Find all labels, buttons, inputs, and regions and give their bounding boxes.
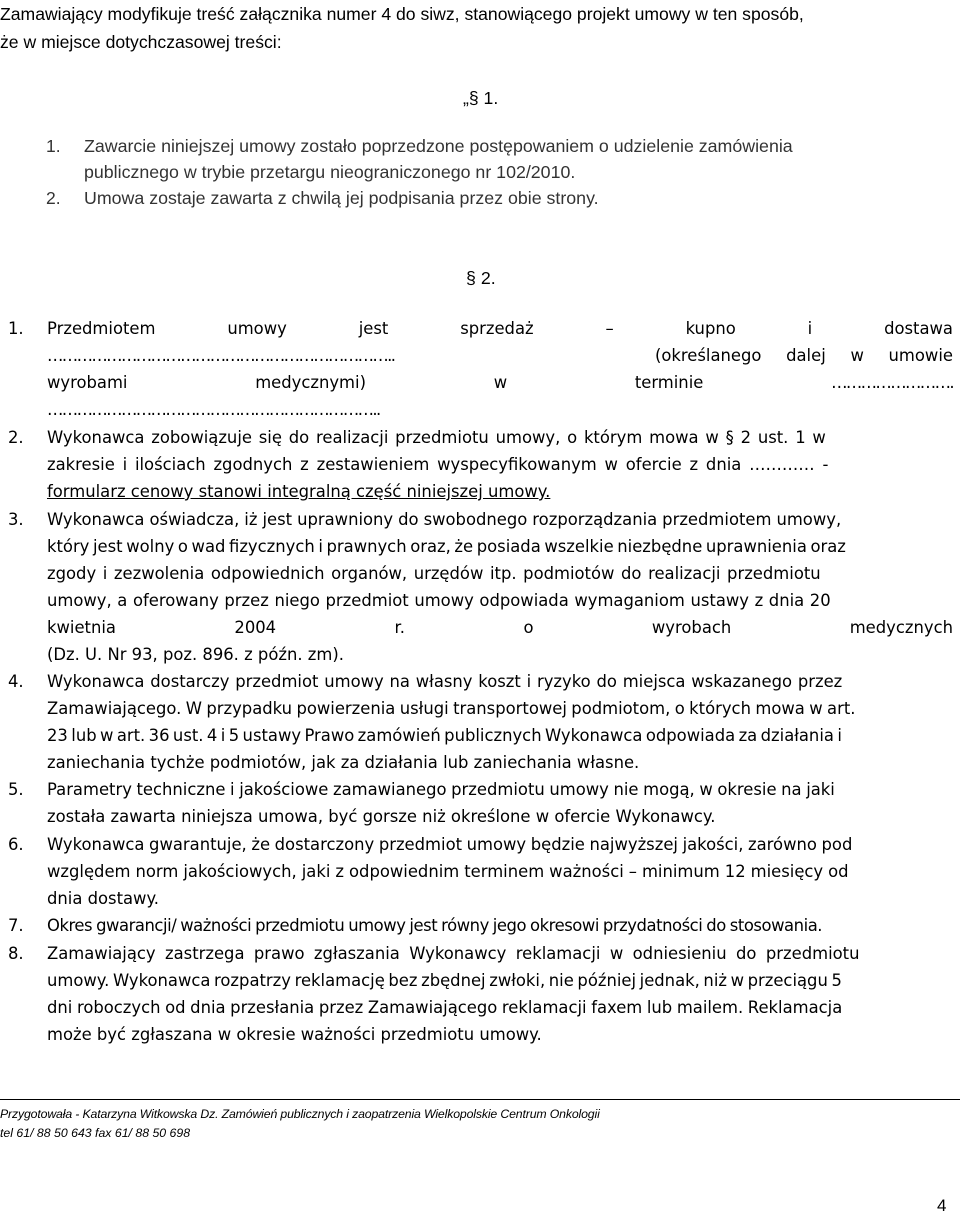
word: w bbox=[493, 373, 508, 392]
dots-placeholder: ……………………. bbox=[831, 373, 953, 392]
s2-item-2-line-3 bbox=[47, 478, 550, 505]
word: dostawa bbox=[884, 319, 953, 338]
s2-item-8-line-3: dni roboczych od dnia przesłania przez Zamawiającego reklamacji faxem lub mailem. Reklamacja bbox=[47, 998, 843, 1017]
word: wyrobach bbox=[651, 618, 732, 637]
s2-item-8-line-1: Zamawiający zastrzega prawo zgłaszania Wykonawcy reklamacji w odniesieniu do przedmiotu bbox=[47, 944, 860, 963]
word: medycznych bbox=[849, 618, 953, 637]
word: jest bbox=[358, 319, 389, 338]
s2-item-1-line-4: ………………………………………………………….. bbox=[47, 400, 380, 419]
s2-item-7-number: 7. bbox=[8, 916, 24, 935]
section-2-heading: § 2. bbox=[466, 268, 496, 288]
s2-item-7-line-1: Okres gwarancji/ ważności przedmiotu umowy jest równy jego okresowi przydatności do stosowania. bbox=[47, 916, 823, 935]
s2-item-1-number: 1. bbox=[8, 319, 24, 338]
word: r. bbox=[394, 618, 405, 637]
s2-item-2-number: 2. bbox=[8, 428, 24, 447]
word: kupno bbox=[685, 319, 736, 338]
s2-item-4-number: 4. bbox=[8, 672, 24, 691]
s2-item-3-line-2: który jest wolny o wad fizycznych i prawnych oraz, że posiada wszelkie niezbędne uprawnienia oraz bbox=[47, 537, 846, 556]
word: medycznymi) bbox=[255, 373, 366, 392]
footer-line-2: tel 61/ 88 50 643 fax 61/ 88 50 698 bbox=[0, 1126, 191, 1140]
s1-item-1-line-2: publicznego w trybie przetargu nieograniczonego nr 102/2010. bbox=[84, 162, 576, 182]
s2-item-4-line-2: Zamawiającego. W przypadku powierzenia usługi transportowej podmiotom, o których mowa w art. bbox=[47, 699, 856, 718]
underlined-text: formularz cenowy stanowi bbox=[47, 482, 268, 501]
s2-item-8-number: 8. bbox=[8, 944, 24, 963]
s2-item-2-line-2: zakresie i ilościach zgodnych z zestawieniem wyspecyfikowanym w ofercie z dnia ………… - bbox=[47, 455, 829, 474]
word: umowy bbox=[227, 319, 287, 338]
s2-item-6-line-1: Wykonawca gwarantuje, że dostarczony przedmiot umowy będzie najwyższej jakości, zarówno pod bbox=[47, 835, 853, 854]
dots-placeholder: …………………………………………………………….. bbox=[47, 346, 395, 365]
s2-item-3-line-1: Wykonawca oświadcza, iż jest uprawniony do swobodnego rozporządzania przedmiotem umowy, bbox=[47, 510, 842, 529]
s2-item-1-line-1 bbox=[47, 315, 953, 342]
word: i bbox=[807, 319, 813, 338]
s2-item-5-line-2: została zawarta niniejsza umowa, być gorsze niż określone w ofercie Wykonawcy. bbox=[47, 807, 716, 826]
s2-item-3-number: 3. bbox=[8, 510, 24, 529]
s2-item-6-line-3: dnia dostawy. bbox=[47, 889, 160, 908]
s2-item-4-line-3: 23 lub w art. 36 ust. 4 i 5 ustawy Prawo zamówień publicznych Wykonawca odpowiada za działania i bbox=[47, 726, 842, 745]
s2-item-6-line-2: względem norm jakościowych, jaki z odpowiednim terminem ważności – minimum 12 miesięcy od bbox=[47, 862, 849, 881]
s2-item-3-line-5 bbox=[47, 614, 953, 641]
s2-item-1-line-3 bbox=[47, 369, 953, 396]
word: 2004 bbox=[234, 618, 277, 637]
s2-item-2-line-1: Wykonawca zobowiązuje się do realizacji przedmiotu umowy, o którym mowa w § 2 ust. 1 w bbox=[47, 428, 826, 447]
word: terminie bbox=[634, 373, 704, 392]
intro-line-2: że w miejsce dotychczasowej treści: bbox=[0, 32, 282, 52]
word: wyrobami bbox=[47, 373, 128, 392]
s2-item-5-number: 5. bbox=[8, 780, 24, 799]
word: Przedmiotem bbox=[47, 319, 156, 338]
word: – bbox=[605, 319, 614, 338]
page-number: 4 bbox=[937, 1196, 947, 1215]
s2-item-8-line-2: umowy. Wykonawca rozpatrzy reklamację bez zbędnej zwłoki, nie później jednak, niż w przeciągu 5 bbox=[47, 971, 842, 990]
word: kwietnia bbox=[47, 618, 116, 637]
word: sprzedaż bbox=[460, 319, 534, 338]
s2-item-4-line-1: Wykonawca dostarczy przedmiot umowy na własny koszt i ryzyko do miejsca wskazanego przez bbox=[47, 672, 843, 691]
footer-line-1: Przygotowała - Katarzyna Witkowska Dz. Zamówień publicznych i zaopatrzenia Wielkopolskie Centrum Onkologii bbox=[0, 1107, 600, 1121]
word: umowie bbox=[888, 346, 953, 365]
word: (określanego bbox=[655, 346, 762, 365]
intro-line-1: Zamawiający modyfikuje treść załącznika numer 4 do siwz, stanowiącego projekt umowy w ten sposób, bbox=[0, 4, 804, 24]
word: dalej bbox=[786, 346, 826, 365]
section-1-heading: „§ 1. bbox=[463, 88, 499, 108]
s2-item-5-line-1: Parametry techniczne i jakościowe zamawianego przedmiotu umowy nie mogą, w okresie na jaki bbox=[47, 780, 835, 799]
s1-item-1-number: 1. bbox=[46, 136, 61, 156]
s2-item-3-line-4: umowy, a oferowany przez niego przedmiot umowy odpowiada wymaganiom ustawy z dnia 20 bbox=[47, 591, 831, 610]
footer-divider bbox=[0, 1099, 960, 1100]
s1-item-2-number: 2. bbox=[46, 188, 61, 208]
s2-item-6-number: 6. bbox=[8, 835, 24, 854]
s1-item-1-line-1: Zawarcie niniejszej umowy zostało poprzedzone postępowaniem o udzielenie zamówienia bbox=[84, 136, 793, 156]
s2-item-4-line-4: zaniechania tychże podmiotów, jak za działania lub zaniechania własne. bbox=[47, 753, 640, 772]
underlined-text: integralną część niniejszej umowy. bbox=[267, 482, 551, 501]
s2-item-1-line-2 bbox=[47, 342, 953, 369]
word: w bbox=[850, 346, 864, 365]
s1-item-2-line-1: Umowa zostaje zawarta z chwilą jej podpisania przez obie strony. bbox=[84, 188, 599, 208]
l2-words bbox=[655, 342, 953, 369]
s2-item-3-line-3: zgody i zezwolenia odpowiednich organów, urzędów itp. podmiotów do realizacji przedmiotu bbox=[47, 564, 821, 583]
s2-item-8-line-4: może być zgłaszana w okresie ważności przedmiotu umowy. bbox=[47, 1025, 542, 1044]
word: o bbox=[523, 618, 534, 637]
s2-item-3-line-6: (Dz. U. Nr 93, poz. 896. z późn. zm). bbox=[47, 645, 344, 664]
